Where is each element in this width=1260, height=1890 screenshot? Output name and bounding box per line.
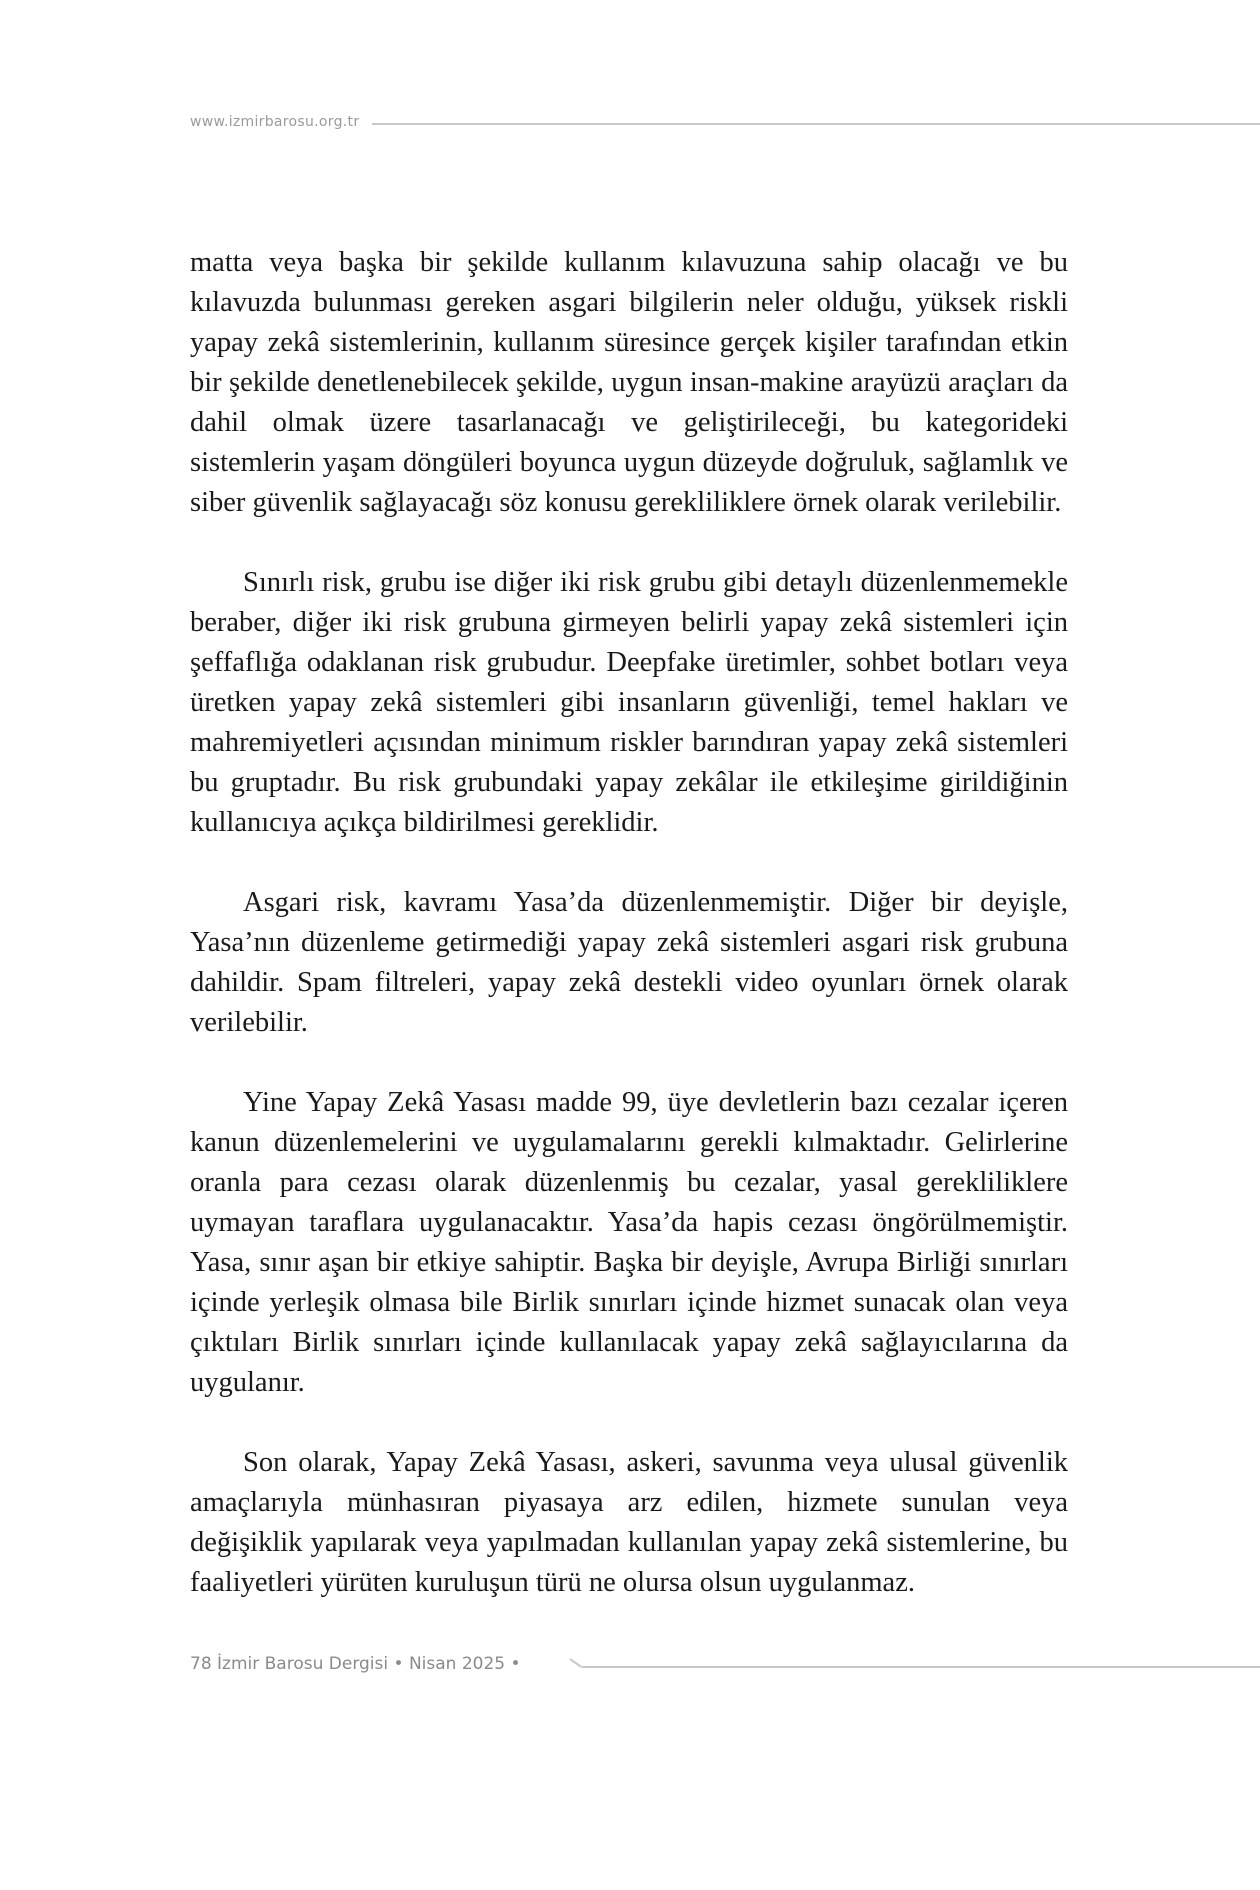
paragraph-3: Asgari risk, kavramı Yasa’da düzenlenmemiştir. Diğer bir deyişle, Yasa’nın düzenleme getirmediği yapay zekâ sistemleri asgari risk grubuna dahildir. Spam filtreleri, yapay zekâ destekli video oyunları örnek olarak verilebilir. [190,887,1068,1038]
page-header [190,112,1065,134]
header-url: www.izmirbarosu.org.tr [190,114,360,130]
paragraph-1: matta veya başka bir şekilde kullanım kılavuzuna sahip olacağı ve bu kılavuzda bulunması gereken asgari bilgilerin neler olduğu, yüksek riskli yapay zekâ sistemlerinin, kullanım süresince gerçek kişiler tarafından etkin bir şekilde denetlenebilecek şekilde, uygun insan-makine arayüzü araçları da dahil olmak üzere tasarlanacağı ve geliştirileceği, bu kategorideki sistemlerin yaşam döngüleri boyunca uygun düzeyde doğruluk, sağlamlık ve siber güvenlik sağlayacağı söz konusu gerekliliklere örnek olarak verilebilir. [190,247,1068,518]
paragraph-2: Sınırlı risk, grubu ise diğer iki risk grubu gibi detaylı düzenlenmemekle beraber, diğer iki risk grubuna girmeyen belirli yapay zekâ sistemleri için şeffaflığa odaklanan risk grubudur. Deepfake üretimler, sohbet botları veya üretken yapay zekâ sistemleri gibi insanların güvenliği, temel hakları ve mahremiyetleri açısından minimum riskler barındıran yapay zekâ sistemleri bu gruptadır. Bu risk grubundaki yapay zekâlar ile etkileşime girildiğinin kullanıcıya açıkça bildirilmesi gereklidir. [190,567,1068,838]
paragraph-5: Son olarak, Yapay Zekâ Yasası, askeri, savunma veya ulusal güvenlik amaçlarıyla münhasıran piyasaya arz edilen, hizmete sunulan veya değişiklik yapılarak veya yapılmadan kullanılan yapay zekâ sistemlerine, bu faaliyetleri yürüten kuruluşun türü ne olursa olsun uygulanmaz. [190,1447,1068,1598]
header-rule [372,123,1260,125]
paragraph-4: Yine Yapay Zekâ Yasası madde 99, üye devletlerin bazı cezalar içeren kanun düzenlemelerini ve uygulamalarını gerekli kılmaktadır. Gelirlerine oranla para cezası olarak düzenlenmiş bu cezalar, yasal gerekliliklere uymayan taraflara uygulanacaktır. Yasa’da hapis cezası öngörülmemiştir. Yasa, sınır aşan bir etkiye sahiptir. Başka bir deyişle, Avrupa Birliği sınırları içinde yerleşik olmasa bile Birlik sınırları içinde hizmet sunacak olan veya çıktıları Birlik sınırları içinde kullanılacak yapay zekâ sağlayıcılarına da uygulanır. [190,1087,1068,1398]
article-body [190,243,1068,1643]
footer-rule [582,1666,1260,1668]
page-footer [190,1652,1065,1682]
footer-rule-bend [569,1658,582,1668]
footer-text: 78 İzmir Barosu Dergisi • Nisan 2025 • [190,1654,521,1674]
